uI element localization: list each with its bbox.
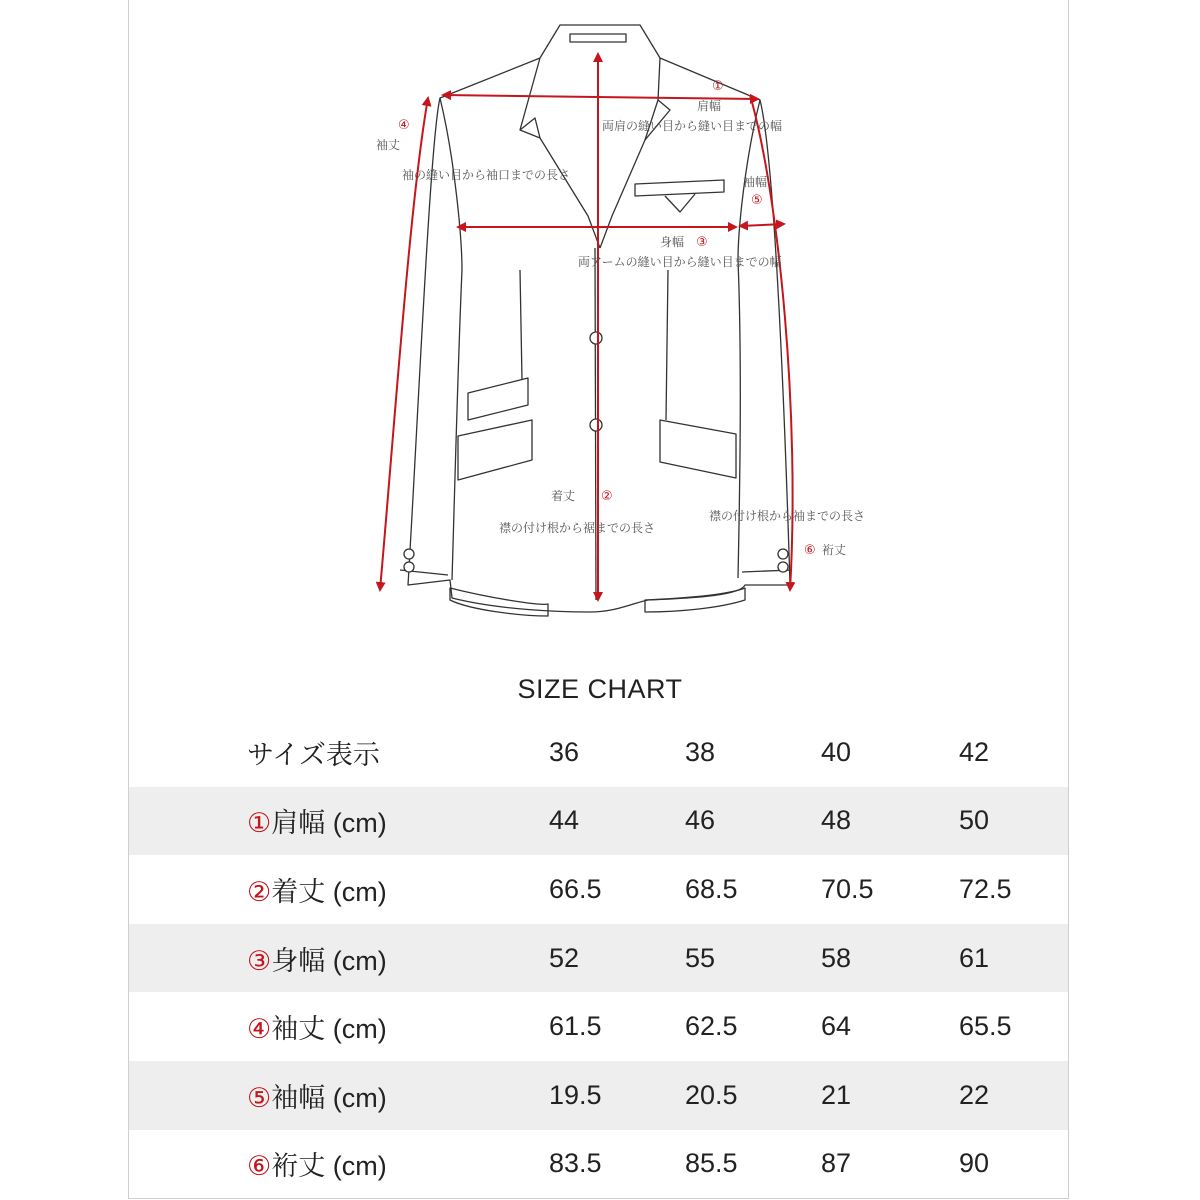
row-name: 裄丈 bbox=[271, 1151, 326, 1183]
row-label bbox=[129, 992, 549, 1061]
table-cell: 90 bbox=[959, 1148, 990, 1179]
table-cell: 68.5 bbox=[685, 873, 738, 904]
table-cell: 83.5 bbox=[549, 1148, 602, 1179]
row-label bbox=[129, 855, 549, 924]
row-marker: ③ bbox=[247, 945, 272, 977]
table-cell: 21 bbox=[821, 1061, 959, 1130]
shoulder-label: 肩幅 bbox=[697, 99, 722, 113]
marker-1: ① bbox=[712, 79, 724, 94]
length-desc: 襟の付け根から裾までの長さ bbox=[499, 521, 656, 535]
table-cell: 72.5 bbox=[959, 873, 1012, 904]
table-cell: 50 bbox=[959, 787, 1068, 856]
table-cell: 70.5 bbox=[821, 873, 874, 904]
table-row bbox=[129, 1130, 1068, 1199]
row-unit: (cm) bbox=[325, 1082, 387, 1113]
table-cell: 44 bbox=[549, 787, 685, 856]
row-label bbox=[129, 1061, 549, 1130]
table-row bbox=[129, 924, 1068, 993]
table-cell: 52 bbox=[549, 924, 685, 993]
row-label bbox=[129, 787, 549, 856]
size-table bbox=[129, 718, 1068, 1198]
row-unit: (cm) bbox=[325, 1014, 387, 1045]
size-header: 40 bbox=[821, 736, 852, 767]
size-header: 38 bbox=[685, 736, 716, 767]
length-label: 着丈 bbox=[551, 489, 576, 503]
sleeve-length-label: 袖丈 bbox=[376, 138, 401, 152]
row-name: 肩幅 bbox=[271, 808, 326, 840]
size-header: 36 bbox=[549, 736, 580, 767]
table-cell: 20.5 bbox=[685, 1061, 821, 1130]
chest-desc: 両アームの縫い目から縫い目までの幅 bbox=[578, 255, 782, 269]
row-name: 袖丈 bbox=[271, 1014, 326, 1046]
table-cell: 55 bbox=[685, 924, 821, 993]
shoulder-desc: 両肩の縫い目から縫い目までの幅 bbox=[602, 119, 783, 133]
row-name: 袖幅 bbox=[271, 1082, 326, 1114]
row-marker: ④ bbox=[247, 1014, 272, 1046]
yuki-desc: 襟の付け根から袖までの長さ bbox=[709, 509, 866, 523]
marker-3: ③ bbox=[696, 235, 708, 250]
table-cell: 64 bbox=[821, 1011, 852, 1042]
row-marker: ⑥ bbox=[247, 1151, 272, 1183]
yuki-label: 裄丈 bbox=[822, 543, 847, 557]
row-unit: (cm) bbox=[325, 808, 387, 839]
chart-title: SIZE CHART bbox=[517, 674, 683, 704]
table-cell: 65.5 bbox=[959, 1011, 1012, 1042]
table-cell: 66.5 bbox=[549, 873, 602, 904]
marker-5: ⑤ bbox=[751, 193, 763, 208]
table-cell: 61 bbox=[959, 924, 1068, 993]
table-cell: 87 bbox=[821, 1148, 852, 1179]
marker-2: ② bbox=[601, 489, 613, 504]
table-cell: 46 bbox=[685, 787, 821, 856]
marker-4: ④ bbox=[398, 118, 410, 133]
row-marker: ① bbox=[247, 808, 272, 840]
row-name: 身幅 bbox=[271, 945, 326, 977]
table-row bbox=[129, 855, 1068, 924]
header-label: サイズ表示 bbox=[247, 739, 380, 771]
size-header: 42 bbox=[959, 736, 990, 767]
table-cell: 19.5 bbox=[549, 1061, 685, 1130]
row-marker: ⑤ bbox=[247, 1082, 272, 1114]
table-cell: 62.5 bbox=[685, 1011, 738, 1042]
sleeve-width-arrow bbox=[740, 224, 784, 226]
marker-6: ⑥ bbox=[804, 543, 816, 558]
row-unit: (cm) bbox=[325, 945, 387, 976]
diagram-labels bbox=[376, 79, 865, 558]
table-row bbox=[129, 1061, 1068, 1130]
table-row bbox=[129, 787, 1068, 856]
row-name: 着丈 bbox=[271, 876, 326, 908]
row-unit: (cm) bbox=[325, 876, 387, 907]
row-label bbox=[129, 1130, 549, 1199]
table-cell: 58 bbox=[821, 924, 959, 993]
row-unit: (cm) bbox=[325, 1151, 387, 1182]
header-row bbox=[129, 718, 1068, 787]
table-cell: 48 bbox=[821, 787, 959, 856]
table-row bbox=[129, 992, 1068, 1061]
chest-label: 身幅 bbox=[660, 235, 685, 249]
table-cell: 85.5 bbox=[685, 1148, 738, 1179]
sleeve-length-desc: 袖の縫い目から袖口までの長さ bbox=[402, 168, 571, 182]
row-label bbox=[129, 924, 549, 993]
table-cell: 22 bbox=[959, 1061, 1068, 1130]
table-cell: 61.5 bbox=[549, 1011, 602, 1042]
sleeve-width-label: 袖幅 bbox=[743, 175, 768, 189]
row-marker: ② bbox=[247, 876, 272, 908]
